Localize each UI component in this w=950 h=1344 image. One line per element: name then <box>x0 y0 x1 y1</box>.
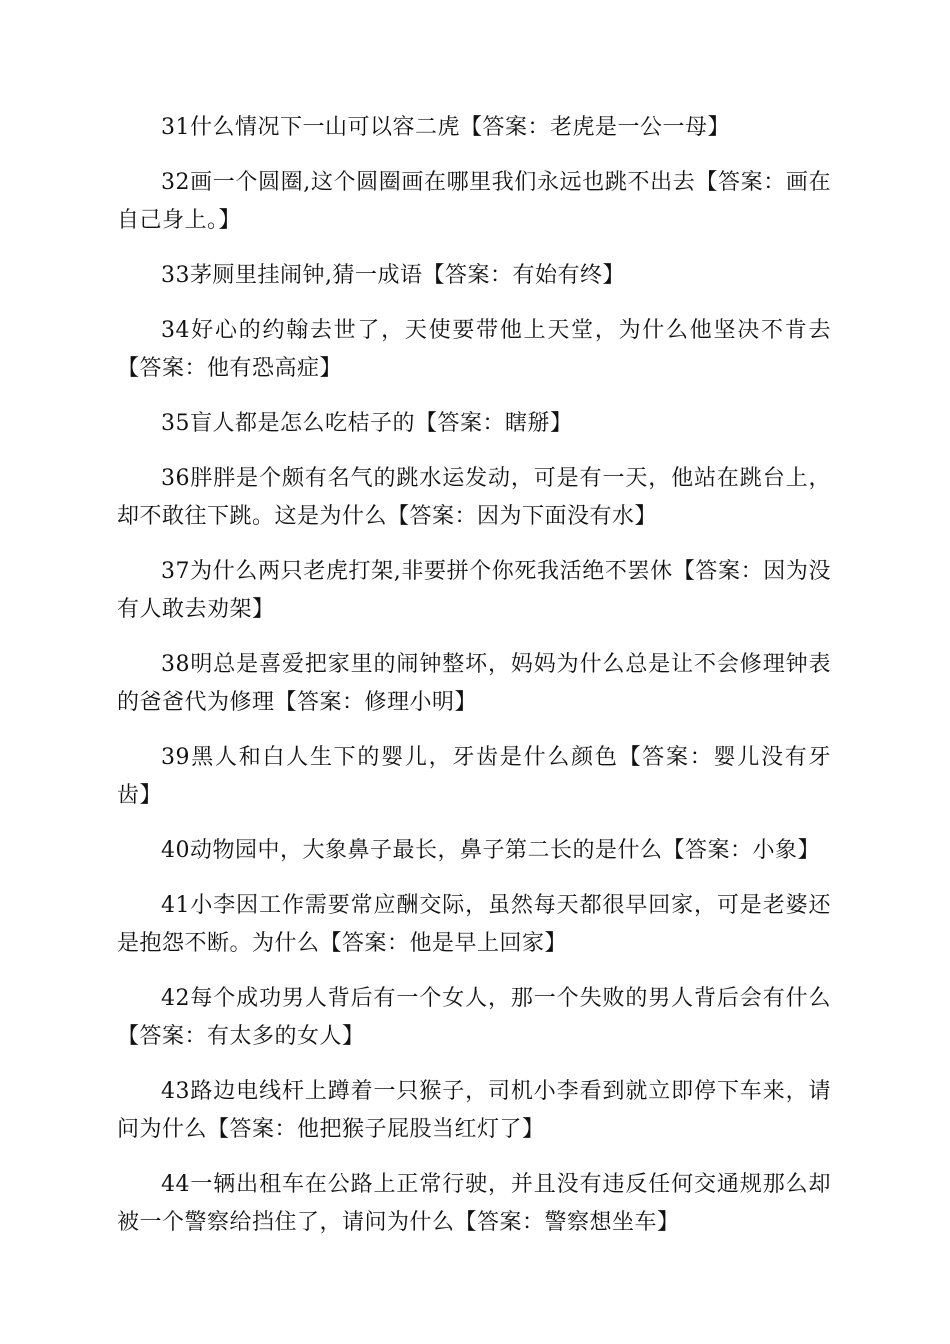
riddle-text: 盲人都是怎么吃桔子的【答案：瞎掰】 <box>190 411 573 436</box>
riddle-item <box>117 405 831 443</box>
riddle-item <box>117 739 831 815</box>
riddle-number: 38 <box>161 652 190 677</box>
riddle-number: 32 <box>161 170 190 195</box>
riddle-text: 小李因工作需要常应酬交际，虽然每天都很早回家，可是老婆还是抱怨不断。为什么【答案：他是早上回家】 <box>117 893 831 956</box>
riddle-list <box>117 109 831 1259</box>
riddle-text: 好心的约翰去世了，天使要带他上天堂，为什么他坚决不肯去【答案：他有恐高症】 <box>117 318 831 381</box>
riddle-text: 画一个圆圈,这个圆圈画在哪里我们永远也跳不出去【答案：画在自己身上。】 <box>117 170 831 233</box>
riddle-item <box>117 257 831 295</box>
riddle-item <box>117 646 831 722</box>
riddle-number: 42 <box>161 986 190 1011</box>
riddle-number: 34 <box>161 318 190 343</box>
riddle-item <box>117 1073 831 1149</box>
riddle-text: 每个成功男人背后有一个女人，那一个失败的男人背后会有什么【答案：有太多的女人】 <box>117 986 831 1049</box>
riddle-number: 37 <box>161 559 190 584</box>
riddle-number: 36 <box>161 466 190 491</box>
riddle-item <box>117 460 831 536</box>
riddle-item <box>117 553 831 629</box>
riddle-number: 40 <box>161 838 190 863</box>
riddle-text: 一辆出租车在公路上正常行驶，并且没有违反任何交通规那么却被一个警察给挡住了，请问为什么【答案：警察想坐车】 <box>117 1172 831 1235</box>
riddle-number: 31 <box>161 115 190 140</box>
riddle-text: 胖胖是个颇有名气的跳水运发动，可是有一天，他站在跳台上，却不敢往下跳。这是为什么【答案：因为下面没有水】 <box>117 466 831 529</box>
riddle-text: 黑人和白人生下的婴儿，牙齿是什么颜色【答案：婴儿没有牙齿】 <box>117 745 831 808</box>
riddle-number: 35 <box>161 411 190 436</box>
riddle-item <box>117 832 831 870</box>
riddle-item <box>117 980 831 1056</box>
riddle-number: 39 <box>161 745 190 770</box>
riddle-text: 为什么两只老虎打架,非要拼个你死我活绝不罢休【答案：因为没有人敢去劝架】 <box>117 559 831 622</box>
riddle-item <box>117 109 831 147</box>
riddle-text: 茅厕里挂闹钟,猜一成语【答案：有始有终】 <box>190 263 625 288</box>
riddle-text: 明总是喜爱把家里的闹钟整坏，妈妈为什么总是让不会修理钟表的爸爸代为修理【答案：修理小明】 <box>117 652 831 715</box>
riddle-item <box>117 1166 831 1242</box>
riddle-text: 路边电线杆上蹲着一只猴子，司机小李看到就立即停下车来，请问为什么【答案：他把猴子屁股当红灯了】 <box>117 1079 831 1142</box>
riddle-text: 什么情况下一山可以容二虎【答案：老虎是一公一母】 <box>190 115 731 140</box>
riddle-text: 动物园中，大象鼻子最长，鼻子第二长的是什么【答案：小象】 <box>190 838 821 863</box>
riddle-number: 44 <box>161 1172 190 1197</box>
riddle-item <box>117 887 831 963</box>
riddle-item <box>117 312 831 388</box>
riddle-number: 33 <box>161 263 190 288</box>
riddle-item <box>117 164 831 240</box>
riddle-number: 43 <box>161 1079 190 1104</box>
riddle-number: 41 <box>161 893 190 918</box>
